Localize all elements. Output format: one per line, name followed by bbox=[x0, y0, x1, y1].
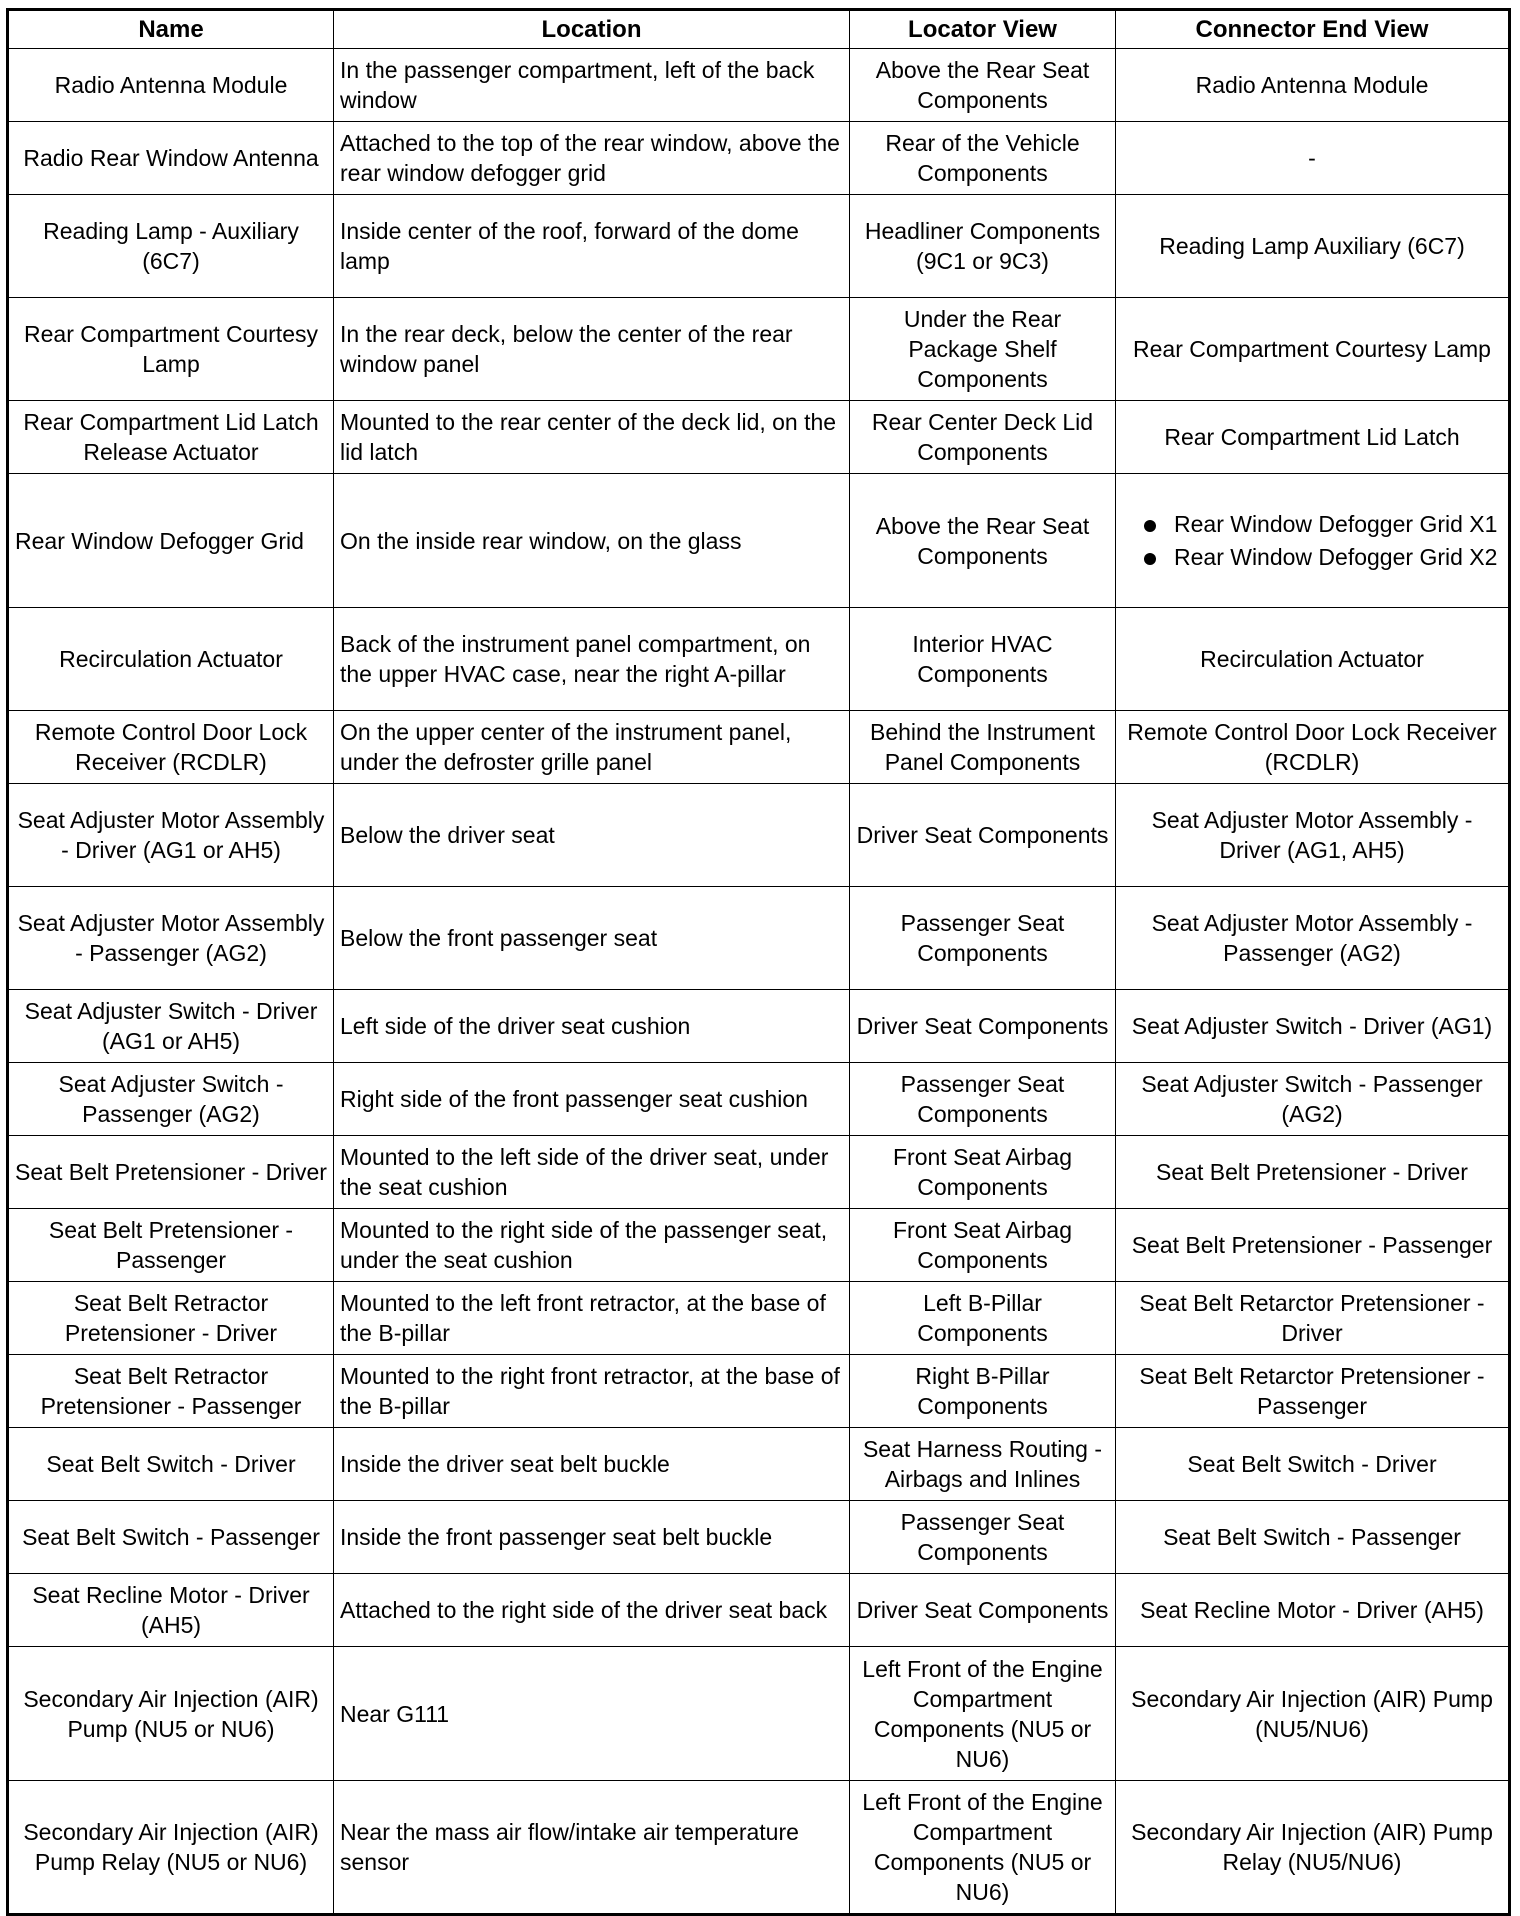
cell-locator-view: Left Front of the Engine Compartment Components (NU5 or NU6) bbox=[850, 1781, 1116, 1915]
cell-connector-end-view: Seat Recline Motor - Driver (AH5) bbox=[1116, 1574, 1510, 1647]
cell-name: Radio Antenna Module bbox=[8, 49, 334, 122]
cell-locator-view: Passenger Seat Components bbox=[850, 1063, 1116, 1136]
cell-location: Near the mass air flow/intake air temperature sensor bbox=[334, 1781, 850, 1915]
cell-name: Radio Rear Window Antenna bbox=[8, 122, 334, 195]
cell-location: Mounted to the right front retractor, at the base of the B-pillar bbox=[334, 1355, 850, 1428]
cell-name: Seat Belt Switch - Driver bbox=[8, 1428, 334, 1501]
cell-location: On the upper center of the instrument panel, under the defroster grille panel bbox=[334, 711, 850, 784]
cell-location: In the rear deck, below the center of the rear window panel bbox=[334, 298, 850, 401]
cell-connector-end-view bbox=[1116, 474, 1510, 608]
cell-connector-end-view: Remote Control Door Lock Receiver (RCDLR) bbox=[1116, 711, 1510, 784]
cell-locator-view: Left Front of the Engine Compartment Components (NU5 or NU6) bbox=[850, 1647, 1116, 1781]
header-row bbox=[8, 10, 1510, 49]
table-row bbox=[8, 1781, 1510, 1915]
cell-locator-view: Behind the Instrument Panel Components bbox=[850, 711, 1116, 784]
connector-list-item bbox=[1122, 509, 1502, 539]
cell-locator-view: Rear of the Vehicle Components bbox=[850, 122, 1116, 195]
cell-connector-end-view: Rear Compartment Lid Latch bbox=[1116, 401, 1510, 474]
cell-connector-end-view: Seat Belt Switch - Passenger bbox=[1116, 1501, 1510, 1574]
cell-location: Mounted to the rear center of the deck lid, on the lid latch bbox=[334, 401, 850, 474]
cell-connector-end-view: Seat Adjuster Motor Assembly - Passenger (AG2) bbox=[1116, 887, 1510, 990]
cell-locator-view: Driver Seat Components bbox=[850, 784, 1116, 887]
connector-list bbox=[1122, 509, 1502, 572]
cell-location: Inside center of the roof, forward of the dome lamp bbox=[334, 195, 850, 298]
table-row bbox=[8, 1647, 1510, 1781]
cell-location: Left side of the driver seat cushion bbox=[334, 990, 850, 1063]
cell-connector-end-view: Seat Belt Pretensioner - Driver bbox=[1116, 1136, 1510, 1209]
component-locator-table bbox=[6, 8, 1511, 1916]
cell-connector-end-view: Radio Antenna Module bbox=[1116, 49, 1510, 122]
cell-location: Mounted to the left side of the driver seat, under the seat cushion bbox=[334, 1136, 850, 1209]
cell-locator-view: Front Seat Airbag Components bbox=[850, 1136, 1116, 1209]
bullet-icon bbox=[1144, 553, 1156, 565]
cell-connector-end-view: Secondary Air Injection (AIR) Pump Relay (NU5/NU6) bbox=[1116, 1781, 1510, 1915]
cell-name: Secondary Air Injection (AIR) Pump Relay (NU5 or NU6) bbox=[8, 1781, 334, 1915]
cell-locator-view: Right B-Pillar Components bbox=[850, 1355, 1116, 1428]
cell-locator-view: Headliner Components (9C1 or 9C3) bbox=[850, 195, 1116, 298]
cell-location: Inside the driver seat belt buckle bbox=[334, 1428, 850, 1501]
cell-location: Below the driver seat bbox=[334, 784, 850, 887]
cell-name: Rear Window Defogger Grid bbox=[8, 474, 334, 608]
table-row bbox=[8, 990, 1510, 1063]
table-row bbox=[8, 1428, 1510, 1501]
table-row bbox=[8, 401, 1510, 474]
cell-location: Mounted to the left front retractor, at the base of the B-pillar bbox=[334, 1282, 850, 1355]
header-location: Location bbox=[334, 10, 850, 49]
cell-location: Right side of the front passenger seat cushion bbox=[334, 1063, 850, 1136]
cell-location: Attached to the right side of the driver seat back bbox=[334, 1574, 850, 1647]
cell-location: Attached to the top of the rear window, above the rear window defogger grid bbox=[334, 122, 850, 195]
cell-connector-end-view: Rear Compartment Courtesy Lamp bbox=[1116, 298, 1510, 401]
bullet-icon bbox=[1144, 520, 1156, 532]
cell-connector-end-view: Secondary Air Injection (AIR) Pump (NU5/NU6) bbox=[1116, 1647, 1510, 1781]
cell-location: Inside the front passenger seat belt buckle bbox=[334, 1501, 850, 1574]
header-name: Name bbox=[8, 10, 334, 49]
cell-name: Remote Control Door Lock Receiver (RCDLR) bbox=[8, 711, 334, 784]
connector-list-item bbox=[1122, 542, 1502, 572]
cell-name: Seat Adjuster Switch - Passenger (AG2) bbox=[8, 1063, 334, 1136]
cell-locator-view: Above the Rear Seat Components bbox=[850, 474, 1116, 608]
table-row bbox=[8, 608, 1510, 711]
cell-name: Seat Belt Retractor Pretensioner - Passenger bbox=[8, 1355, 334, 1428]
cell-name: Rear Compartment Lid Latch Release Actuator bbox=[8, 401, 334, 474]
cell-locator-view: Left B-Pillar Components bbox=[850, 1282, 1116, 1355]
cell-location: Below the front passenger seat bbox=[334, 887, 850, 990]
cell-name: Seat Adjuster Switch - Driver (AG1 or AH5) bbox=[8, 990, 334, 1063]
header-locator-view: Locator View bbox=[850, 10, 1116, 49]
cell-locator-view: Above the Rear Seat Components bbox=[850, 49, 1116, 122]
table-row bbox=[8, 1501, 1510, 1574]
cell-locator-view: Driver Seat Components bbox=[850, 1574, 1116, 1647]
table-row bbox=[8, 474, 1510, 608]
cell-locator-view: Front Seat Airbag Components bbox=[850, 1209, 1116, 1282]
table-row bbox=[8, 1282, 1510, 1355]
table-row bbox=[8, 1136, 1510, 1209]
cell-name: Seat Recline Motor - Driver (AH5) bbox=[8, 1574, 334, 1647]
cell-name: Seat Belt Pretensioner - Passenger bbox=[8, 1209, 334, 1282]
table-row bbox=[8, 887, 1510, 990]
cell-connector-end-view: Seat Adjuster Motor Assembly - Driver (AG1, AH5) bbox=[1116, 784, 1510, 887]
table-body bbox=[8, 49, 1510, 1915]
table-row bbox=[8, 122, 1510, 195]
cell-connector-end-view: Seat Adjuster Switch - Passenger (AG2) bbox=[1116, 1063, 1510, 1136]
table-row bbox=[8, 1063, 1510, 1136]
cell-locator-view: Driver Seat Components bbox=[850, 990, 1116, 1063]
cell-locator-view: Seat Harness Routing - Airbags and Inlines bbox=[850, 1428, 1116, 1501]
cell-locator-view: Interior HVAC Components bbox=[850, 608, 1116, 711]
cell-name: Reading Lamp - Auxiliary (6C7) bbox=[8, 195, 334, 298]
table-row bbox=[8, 298, 1510, 401]
cell-name: Seat Belt Switch - Passenger bbox=[8, 1501, 334, 1574]
cell-location: Near G111 bbox=[334, 1647, 850, 1781]
cell-locator-view: Passenger Seat Components bbox=[850, 1501, 1116, 1574]
table-row bbox=[8, 784, 1510, 887]
cell-name: Seat Adjuster Motor Assembly - Passenger (AG2) bbox=[8, 887, 334, 990]
connector-list-text: Rear Window Defogger Grid X2 bbox=[1174, 544, 1498, 570]
cell-connector-end-view: - bbox=[1116, 122, 1510, 195]
table-row bbox=[8, 1209, 1510, 1282]
cell-name: Seat Adjuster Motor Assembly - Driver (AG1 or AH5) bbox=[8, 784, 334, 887]
cell-connector-end-view: Seat Belt Retarctor Pretensioner - Passenger bbox=[1116, 1355, 1510, 1428]
cell-name: Secondary Air Injection (AIR) Pump (NU5 or NU6) bbox=[8, 1647, 334, 1781]
header-connector-end-view: Connector End View bbox=[1116, 10, 1510, 49]
cell-connector-end-view: Reading Lamp Auxiliary (6C7) bbox=[1116, 195, 1510, 298]
cell-name: Seat Belt Retractor Pretensioner - Driver bbox=[8, 1282, 334, 1355]
cell-name: Recirculation Actuator bbox=[8, 608, 334, 711]
cell-connector-end-view: Seat Belt Retarctor Pretensioner - Driver bbox=[1116, 1282, 1510, 1355]
cell-locator-view: Passenger Seat Components bbox=[850, 887, 1116, 990]
cell-connector-end-view: Seat Adjuster Switch - Driver (AG1) bbox=[1116, 990, 1510, 1063]
cell-connector-end-view: Seat Belt Pretensioner - Passenger bbox=[1116, 1209, 1510, 1282]
cell-name: Rear Compartment Courtesy Lamp bbox=[8, 298, 334, 401]
cell-location: On the inside rear window, on the glass bbox=[334, 474, 850, 608]
cell-location: In the passenger compartment, left of the back window bbox=[334, 49, 850, 122]
cell-location: Back of the instrument panel compartment, on the upper HVAC case, near the right A-pillar bbox=[334, 608, 850, 711]
table-row bbox=[8, 1355, 1510, 1428]
table-row bbox=[8, 1574, 1510, 1647]
cell-locator-view: Under the Rear Package Shelf Components bbox=[850, 298, 1116, 401]
cell-location: Mounted to the right side of the passenger seat, under the seat cushion bbox=[334, 1209, 850, 1282]
connector-list-text: Rear Window Defogger Grid X1 bbox=[1174, 511, 1498, 537]
cell-connector-end-view: Seat Belt Switch - Driver bbox=[1116, 1428, 1510, 1501]
cell-name: Seat Belt Pretensioner - Driver bbox=[8, 1136, 334, 1209]
cell-connector-end-view: Recirculation Actuator bbox=[1116, 608, 1510, 711]
table-row bbox=[8, 711, 1510, 784]
cell-locator-view: Rear Center Deck Lid Components bbox=[850, 401, 1116, 474]
table-row bbox=[8, 49, 1510, 122]
table-row bbox=[8, 195, 1510, 298]
